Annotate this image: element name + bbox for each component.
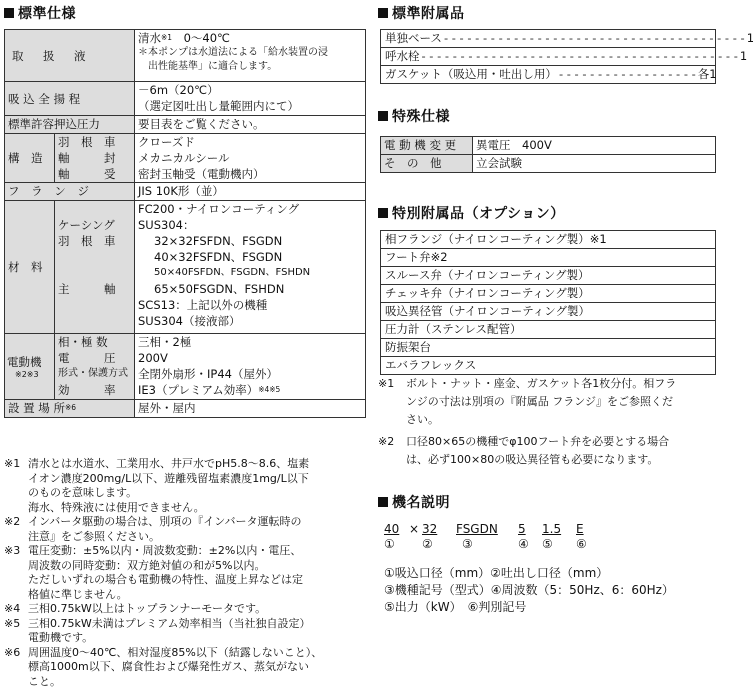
motor-value-4: IE3（プレミアム効率）: [138, 383, 258, 397]
motor-label-text: 電動機: [7, 354, 52, 370]
suction-value-1: －6m（20℃）: [138, 82, 362, 98]
material-line: 32×32FSFDN、FSGDN: [138, 233, 362, 249]
material-line: FC200・ナイロンコーティング: [138, 201, 362, 217]
model-part: E: [576, 522, 596, 537]
motor-value-2: 200V: [138, 350, 362, 366]
note-line: さい。: [406, 411, 676, 429]
note-row: [4, 646, 368, 689]
note-row: [378, 375, 716, 429]
note-line: 口径80×65の機種でφ100フート弁を必要とする場合: [406, 433, 669, 451]
liquid-label: [5, 30, 135, 82]
model-legend-line: ③機種記号（型式）④周波数（5：50Hz、6：60Hz）: [384, 582, 674, 599]
model-part: 1.5: [542, 522, 576, 537]
model-num: ①: [384, 537, 422, 552]
install-label: [5, 400, 135, 418]
note-line: 清水とは水道水、工業用水、井戸水でpH5.8～8.6、塩素: [28, 457, 309, 472]
structure-value-2: メカニカルシール: [138, 150, 362, 166]
note-line: イオン濃度200mg/L以下、遊離残留塩素濃度1mg/L以下: [28, 472, 309, 487]
model-description-heading: [378, 492, 450, 512]
motor-sub-4: 効 率: [58, 382, 131, 398]
suction-value-cell: [135, 82, 366, 116]
note-row: [4, 544, 368, 602]
square-bullet-icon: [378, 111, 388, 121]
material-line: SUS304（接液部）: [138, 313, 362, 329]
right-notes: [378, 375, 716, 469]
liquid-value-cell: [135, 30, 366, 82]
note-line: インバータ駆動の場合は、別項の『インバータ運転時の: [28, 515, 301, 530]
note-line: 周囲温度0～40℃、相対湿度85%以下（結露しないこと）、: [28, 646, 322, 661]
pressure-label: 標準許容押込圧力: [5, 116, 135, 134]
liquid-temp: 0～40℃: [184, 31, 230, 45]
square-bullet-icon: [4, 8, 14, 18]
motor-sublabels: [55, 334, 135, 400]
suction-label: [5, 82, 135, 116]
standard-spec-table: [4, 29, 366, 418]
note-key: ※2: [378, 433, 406, 469]
model-part: 5: [518, 522, 542, 537]
structure-value-1: クローズド: [138, 134, 362, 150]
material-line: SUS304：: [138, 217, 362, 233]
note-line: のものを意味します。: [28, 486, 309, 501]
note-line: ボルト・ナット・座金、ガスケット各1枚分付。相フラ: [406, 375, 676, 393]
note-line: 電圧変動：±5%以内・周波数変動：±2%以内・電圧、: [28, 544, 303, 559]
structure-label: 構 造: [5, 134, 55, 183]
model-legend-line: ⑤出力（kW） ⑥判別記号: [384, 599, 674, 616]
material-label: 材 料: [5, 201, 55, 334]
material-sub-impeller: 羽 根 車: [58, 233, 131, 249]
accessory-qty: 各1: [698, 66, 717, 83]
liquid-mark: ※1: [161, 33, 172, 42]
note-key: ※4: [4, 602, 28, 617]
special-spec-value: 異電圧 400V: [473, 137, 716, 155]
model-part: 32: [422, 522, 456, 537]
standard-spec-heading: [4, 3, 76, 23]
special-spec-heading: [378, 106, 450, 126]
motor-sub-3: 形式・保護方式: [58, 366, 131, 382]
note-key: ※1: [378, 375, 406, 429]
note-line: 格値に準じません。: [28, 588, 303, 603]
suction-label-text: 吸 込 全 揚 程: [8, 92, 80, 106]
note-row: [4, 515, 368, 544]
structure-value-3: 密封玉軸受（電動機内）: [138, 166, 362, 182]
note-line: ンジの寸法は別項の『附属品 フランジ』をご参照くだ: [406, 393, 676, 411]
note-line: 標高1000m以下、腐食性および爆発性ガス、蒸気がない: [28, 660, 322, 675]
material-line: 65×50FSGDN、FSHDN: [138, 281, 362, 297]
note-line: こと。: [28, 675, 322, 689]
motor-value-1: 三相・2極: [138, 334, 362, 350]
note-row: [4, 457, 368, 515]
note-row: [4, 602, 368, 617]
pressure-value: 要目表をご覧ください。: [135, 116, 366, 134]
liquid-note-1: ＊本ポンプは水道法による「給水装置の浸: [138, 46, 362, 60]
material-sub-casing: ケーシング: [58, 217, 131, 233]
accessory-row: 単独ベース - - - - - - - - - - - - - - - - - - - - - - - - - - - - - - - - - - - - - - - 1: [381, 30, 715, 48]
accessory-name: 単独ベース: [385, 30, 442, 47]
heading-text: 標準仕様: [18, 6, 76, 22]
install-value: 屋外・屋内: [135, 400, 366, 418]
option-row: フート弁※2: [381, 249, 715, 267]
square-bullet-icon: [378, 208, 388, 218]
accessory-row: 呼水栓 - - - - - - - - - - - - - - - - - - - - - - - - - - - - - - - - - - - - - - - - - 1: [381, 48, 715, 66]
motor-value-3: 全閉外扇形・IP44（屋外）: [138, 366, 362, 382]
accessory-qty: 1: [740, 48, 747, 65]
structure-sub-3: 軸 受: [58, 166, 131, 182]
motor-values: [135, 334, 366, 400]
heading-text: 標準附属品: [392, 6, 465, 22]
structure-values: [135, 134, 366, 183]
motor-label: [5, 334, 55, 400]
structure-sub-2: 軸 封: [58, 150, 131, 166]
material-line: SCS13：上記以外の機種: [138, 297, 362, 313]
option-row: 吸込異径管（ナイロンコーティング製）: [381, 303, 715, 321]
material-sublabels: [55, 201, 135, 334]
accessory-qty: 1: [747, 30, 754, 47]
accessory-name: 呼水栓: [385, 48, 420, 65]
heading-text: 特別附属品（オプション）: [392, 206, 565, 222]
suction-value-2: （選定図吐出し量範囲内にて）: [138, 98, 362, 114]
model-code: [384, 522, 596, 552]
model-legend: [384, 565, 674, 616]
note-line: 三相0.75kW以上はトップランナーモータです。: [28, 602, 266, 617]
motor-mark: ※2※3: [7, 370, 52, 380]
note-line: 海水、特殊液には使用できません。: [28, 501, 309, 516]
note-key: ※2: [4, 515, 28, 544]
options-box: [380, 230, 716, 375]
note-line: は、必ず100×80の吸込異径管も必要になります。: [406, 451, 669, 469]
note-row: [4, 617, 368, 646]
option-row: 防振架台: [381, 339, 715, 357]
model-num: ⑤: [542, 537, 576, 552]
model-part: 40: [384, 522, 406, 537]
install-mark: ※6: [65, 403, 76, 412]
option-row: チェッキ弁（ナイロンコーティング製）: [381, 285, 715, 303]
left-notes: [4, 457, 368, 689]
accessories-box: [380, 29, 716, 84]
flange-label: フ ラ ン ジ: [5, 183, 135, 201]
standard-accessories-heading: [378, 3, 465, 23]
option-row: 圧力計（ステンレス配管）: [381, 321, 715, 339]
motor-sub-2: 電 圧: [58, 350, 131, 366]
motor-sub-1: 相・極 数: [58, 334, 131, 350]
special-spec-label: そ の 他: [381, 155, 473, 173]
note-row: [378, 433, 716, 469]
material-values: [135, 201, 366, 334]
option-row: スルース弁（ナイロンコーティング製）: [381, 267, 715, 285]
material-line: 40×32FSFDN、FSGDN: [138, 249, 362, 265]
note-line: 電動機です。: [28, 631, 311, 646]
install-label-text: 設 置 場 所: [8, 401, 65, 415]
option-row: エバラフレックス: [381, 357, 715, 374]
model-num: ②: [422, 537, 462, 552]
liquid-label-text: 取 扱 液: [8, 49, 90, 63]
model-part: ×: [406, 522, 422, 537]
note-line: ただしいずれの場合も電動機の特性、温度上昇などは定: [28, 573, 303, 588]
heading-text: 機名説明: [392, 495, 450, 511]
flange-value: JIS 10K形（並）: [135, 183, 366, 201]
heading-text: 特殊仕様: [392, 109, 450, 125]
accessory-row: ガスケット（吸込用・吐出し用） - - - - - - - - - - - - - - - - - - 各1: [381, 66, 715, 83]
model-legend-line: ①吸込口径（mm）②吐出し口径（mm）: [384, 565, 674, 582]
material-sub-shaft: 主 軸: [58, 281, 131, 297]
note-key: ※6: [4, 646, 28, 689]
note-line: 注意』をご参照ください。: [28, 530, 301, 545]
model-num: ⑥: [576, 537, 596, 552]
accessory-name: ガスケット（吸込用・吐出し用）: [385, 66, 557, 83]
structure-sub-1: 羽 根 車: [58, 134, 131, 150]
note-key: ※3: [4, 544, 28, 602]
square-bullet-icon: [378, 8, 388, 18]
special-spec-label: 電 動 機 変 更: [381, 137, 473, 155]
model-num: ③: [462, 537, 518, 552]
square-bullet-icon: [378, 497, 388, 507]
special-accessories-heading: [378, 203, 565, 223]
special-spec-table: [380, 136, 716, 173]
material-line: 50×40FSFDN、FSGDN、FSHDN: [138, 265, 362, 281]
note-key: ※5: [4, 617, 28, 646]
option-row: 相フランジ（ナイロンコーティング製）※1: [381, 231, 715, 249]
structure-sublabels: [55, 134, 135, 183]
special-spec-value: 立会試験: [473, 155, 716, 173]
liquid-value: 清水: [138, 31, 161, 45]
liquid-note-2: 出性能基準」に適合します。: [138, 60, 362, 74]
motor-eff-mark: ※4※5: [258, 385, 280, 394]
note-line: 周波数の同時変動：双方絶対値の和が5%以内。: [28, 559, 303, 574]
model-num: ④: [518, 537, 542, 552]
note-key: ※1: [4, 457, 28, 515]
note-line: 三相0.75kW未満はプレミアム効率相当（当社独自設定）: [28, 617, 311, 632]
model-part: FSGDN: [456, 522, 518, 537]
